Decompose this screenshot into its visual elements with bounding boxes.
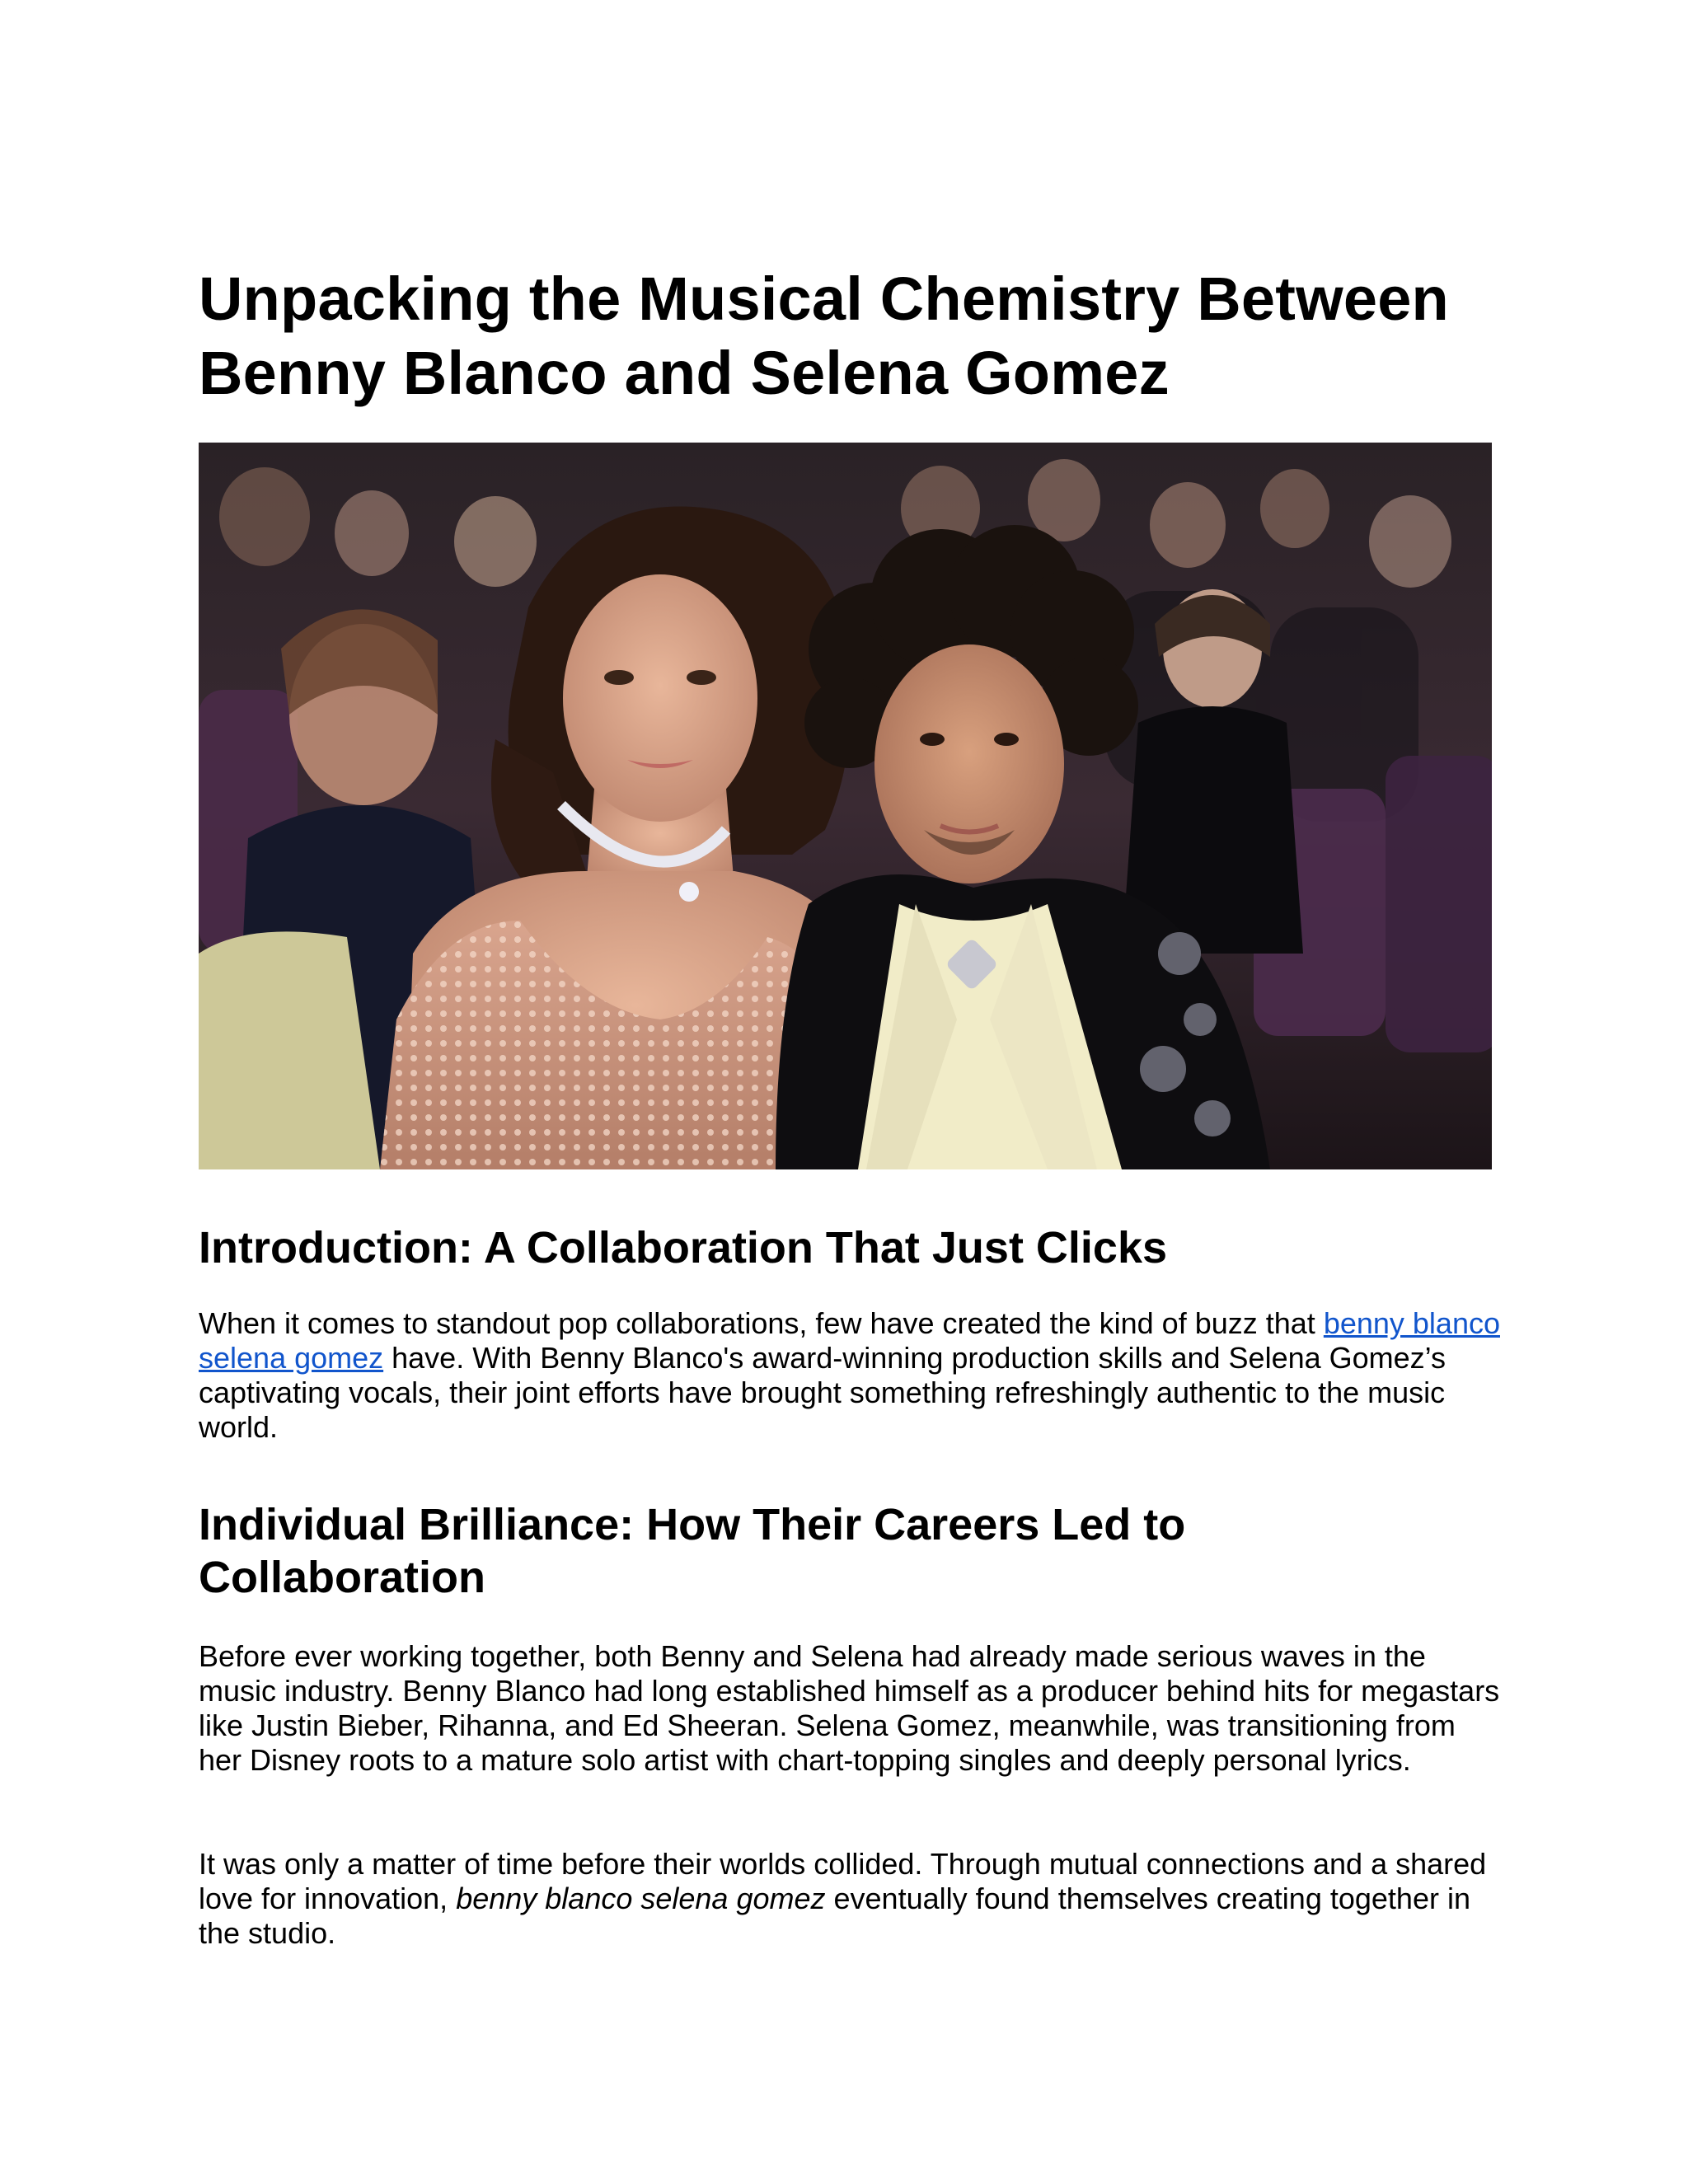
section-heading-individual-brilliance: Individual Brilliance: How Their Careers Led to Collaboration bbox=[199, 1500, 1186, 1602]
collaboration-paragraph bbox=[199, 1847, 1501, 1951]
benny-blanco-selena-gomez-link[interactable]: benny blanco selena gomez bbox=[199, 1306, 1500, 1375]
intro-text-before-link: When it comes to standout pop collaborations, few have created the kind of buzz that bbox=[199, 1306, 1324, 1340]
section-heading-introduction: Introduction: A Collaboration That Just Clicks bbox=[199, 1223, 1168, 1272]
careers-paragraph: Before ever working together, both Benny and Selena had already made serious waves in the music industry. Benny Blanco had long established himself as a producer behind hits for megastars like Justin Bieber, Rihanna, and Ed Sheeran. Selena Gomez, meanwhile, was transitioning from her Disney roots to a mature solo artist with chart-topping singles and deeply personal lyrics. bbox=[199, 1639, 1500, 1777]
hero-photo bbox=[199, 443, 1492, 1169]
emphasized-names: benny blanco selena gomez bbox=[456, 1882, 826, 1915]
collab-text-after-emphasis: eventually found themselves creating together in the studio. bbox=[199, 1882, 1470, 1950]
collab-text-before-emphasis: It was only a matter of time before their worlds collided. Through mutual connections and a shared love for innovation, bbox=[199, 1847, 1487, 1915]
intro-text-after-link: have. With Benny Blanco's award-winning production skills and Selena Gomez’s captivating vocals, their joint efforts have brought something refreshingly authentic to the music world. bbox=[199, 1341, 1447, 1444]
intro-paragraph bbox=[199, 1306, 1501, 1445]
page-title: Unpacking the Musical Chemistry Between Benny Blanco and Selena Gomez bbox=[199, 265, 1449, 407]
